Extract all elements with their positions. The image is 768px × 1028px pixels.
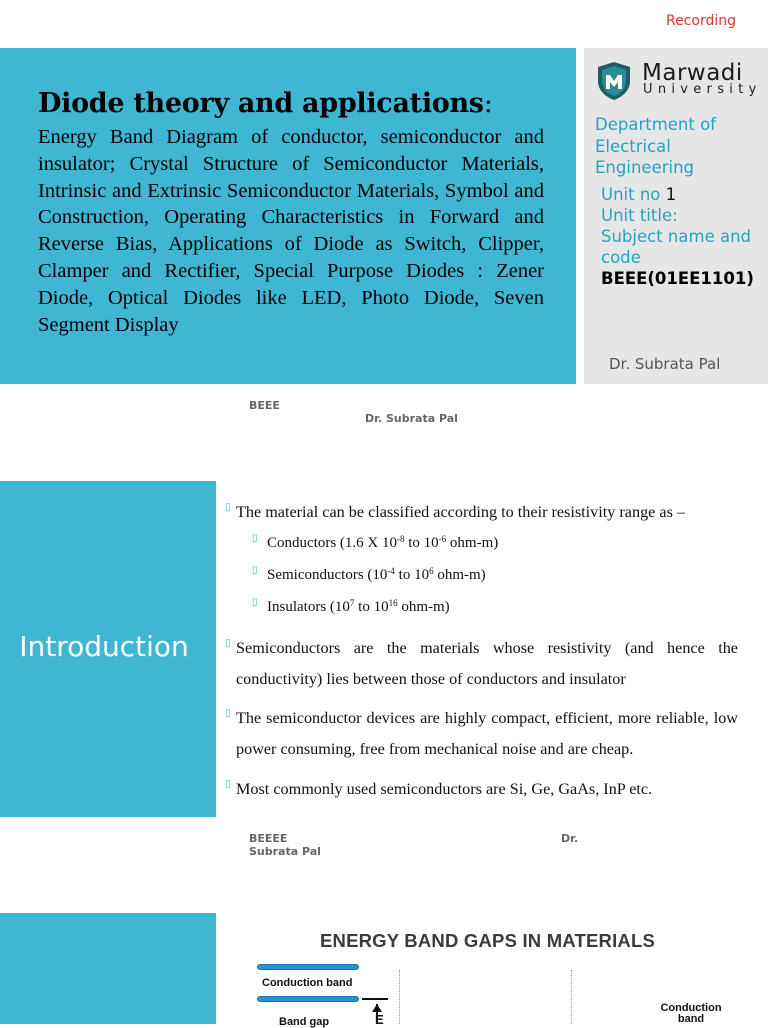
slide-title-text: Diode theory and applications [38, 88, 484, 119]
marwadi-shield-icon [596, 61, 632, 101]
bullet-icon: ▯ [225, 502, 231, 513]
department-label: Department of Electrical Engineering [595, 115, 716, 177]
unit-no-value: 1 [665, 185, 677, 204]
sub-bullet-text: ohm-m) [397, 599, 450, 615]
sub-bullet-icon: ▯ [252, 597, 258, 608]
exponent: -6 [438, 534, 447, 544]
sub-bullet-text: Semiconductors (10 [267, 567, 388, 583]
sub-bullet-item [252, 597, 727, 617]
slide-footer-course: BEEE [249, 399, 280, 412]
subject-code: BEEE(01EE1101) [601, 269, 754, 288]
unit-no-label: Unit no [601, 185, 661, 204]
bullet-item [225, 703, 738, 765]
band-gap-label: Band gap [279, 1016, 330, 1028]
sub-bullet-text: ohm-m) [446, 535, 499, 551]
exponent: 6 [429, 566, 434, 576]
author-name: Dr. Subrata Pal [609, 355, 721, 373]
unit-info [601, 184, 766, 268]
sub-bullet-text: ohm-m) [433, 567, 486, 583]
bullet-item [225, 774, 738, 805]
sub-bullet-icon: ▯ [252, 533, 258, 544]
sub-bullet-text: Conductors (1.6 X 10 [267, 535, 397, 551]
slide-footer-course [249, 832, 321, 858]
intro-title: Introduction [19, 630, 189, 663]
column-divider [399, 970, 400, 1024]
bullet-text: Most commonly used semiconductors are Si, Ge, GaAs, InP etc. [236, 780, 653, 798]
bullet-text: The semiconductor devices are highly compact, efficient, more reliable, low power consuming, free from mechanical noise and are cheap. [236, 709, 738, 758]
sub-bullet-text: to 10 [404, 535, 439, 551]
exponent: 16 [388, 598, 398, 608]
energy-side-panel [0, 913, 216, 1024]
slide-footer-author: Dr. Subrata Pal [365, 412, 458, 425]
recording-indicator[interactable]: Recording [665, 13, 736, 29]
unit-no-row [601, 184, 766, 205]
sub-bullet-text: to 10 [354, 599, 389, 615]
conduction-band-label: Conduction band [262, 977, 353, 989]
bullet-icon: ▯ [225, 779, 231, 790]
logo-wordmark: Marwadi [642, 60, 743, 86]
valence-band-bar [257, 996, 359, 1002]
eg-label: E [375, 1012, 384, 1027]
bullet-item [225, 497, 738, 528]
bullet-text: Semiconductors are the materials whose resistivity (and hence the conductivity) lies between those of conductors and insulator [236, 639, 738, 688]
conduction-band-bar [257, 964, 359, 970]
slide-title [38, 88, 548, 119]
slide-description: Energy Band Diagram of conductor, semiconductor and insulator; Crystal Structure of Semiconductor Materials, Intrinsic and Extrinsic Semiconductor Materials, Symbol and Construction, Operating Characteristics in Forward and Reverse Bias, Applications of Diode as Switch, Clipper, Clamper and Rectifier, Special Purpose Diodes : Zener Diode, Optical Diodes like LED, Photo Diode, Seven Segment Display [38, 126, 544, 336]
sub-bullet-item [252, 565, 727, 585]
bullet-text: The material can be classified according to their resistivity range as – [236, 503, 686, 521]
logo-subtitle: University [643, 82, 762, 97]
diagram-title: ENERGY BAND GAPS IN MATERIALS [319, 930, 656, 951]
subject-label: Subject name and code [601, 227, 752, 267]
exponent: 7 [349, 598, 355, 608]
sub-bullet-icon: ▯ [252, 565, 258, 576]
bullet-icon: ▯ [225, 638, 231, 649]
sub-bullet-text: Insulators (10 [267, 599, 350, 615]
exponent: -4 [387, 566, 395, 576]
sub-bullet-item [252, 533, 727, 553]
slide-footer-author: Dr. [561, 832, 579, 845]
conduction-band-label-right: Conduction band [660, 1002, 722, 1025]
bullet-icon: ▯ [225, 708, 231, 719]
slide-title-colon: : [483, 88, 493, 119]
column-divider [571, 970, 572, 1024]
bullet-item [225, 633, 738, 695]
sub-bullet-text: to 10 [394, 567, 430, 583]
exponent: -8 [397, 534, 405, 544]
unit-title-label: Unit title: [601, 206, 678, 225]
footer-course-text: BEEEE [249, 832, 288, 845]
footer-author-text: Subrata Pal [249, 845, 321, 858]
